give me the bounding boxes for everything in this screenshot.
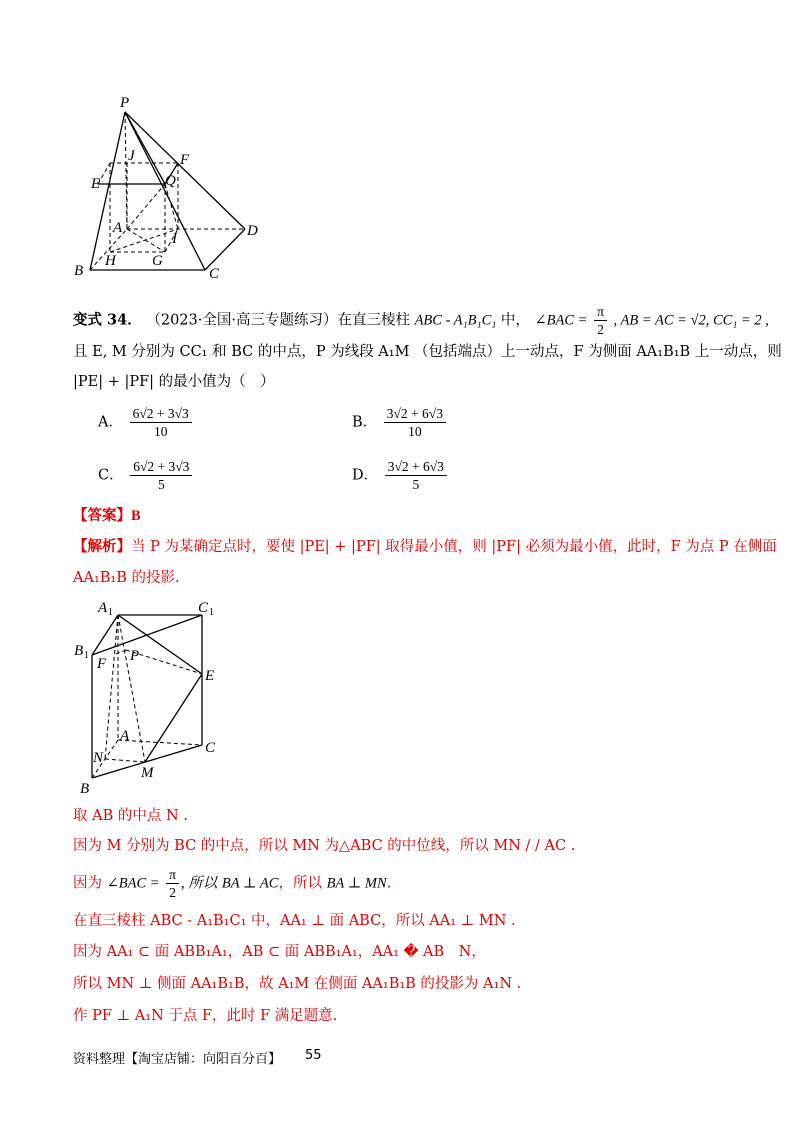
analysis-line-1 [73, 537, 777, 557]
problem-line-1 [73, 303, 769, 338]
problem-angle: ∠BAC = [534, 312, 588, 329]
solution-line-5: 因为 AA₁ ⊂ 面 ABB₁A₁，AB ⊂ 面 ABB₁A₁，AA₁ � AB N， [73, 944, 486, 960]
svg-text:1: 1 [84, 650, 89, 661]
label-C: C [209, 266, 220, 282]
analysis-text-1: 当 P 为某确定点时，要使 |PE| + |PF| 取得最小值，则 |PF| 必须为最小值，此时，F 为点 P 在侧面 [131, 539, 777, 555]
label-J: J [128, 148, 135, 164]
label-H: H [105, 253, 116, 269]
solution-line-3: 因为 ∠BAC = $\frac{\pi}{2}$ , 所以 BA ⊥ AC，所以 BA ⊥ MN. [73, 867, 392, 900]
label-G: G [152, 253, 163, 269]
label-F: F [180, 152, 190, 168]
answer-label: 【答案】 [73, 507, 131, 524]
option-d[interactable]: D． $\frac{3√2 + 6√3}{5}$ [352, 458, 449, 493]
label-C1: C [198, 600, 209, 616]
label-P: P [130, 648, 140, 664]
problem-zhong: 中， [500, 312, 530, 329]
pyramid-prism-figure [68, 88, 268, 283]
analysis-line-2: AA₁B₁B 的投影. [73, 570, 180, 586]
prism-figure [70, 595, 230, 800]
option-a[interactable]: A． $\frac{6√2 + 3√3}{10}$ [98, 405, 194, 440]
problem-line-3: |PE| + |PF| 的最小值为（ ） [73, 374, 275, 390]
problem-conditions: , AB = AC = √2, CC₁ = 2 , [613, 312, 769, 329]
answer-value: B [131, 508, 141, 524]
footer-text: 资料整理【淘宝店铺：向阳百分百】 [73, 1052, 282, 1067]
solution-line-2: 因为 M 分别为 BC 的中点，所以 MN 为△ABC 的中位线，所以 MN / / AC . [73, 838, 576, 854]
label-E: E [205, 668, 215, 684]
label-Q: Q [165, 173, 176, 189]
analysis-label: 【解析】 [73, 538, 131, 555]
label-A1: A [98, 600, 108, 616]
option-b[interactable]: B． $\frac{3√2 + 6√3}{10}$ [352, 405, 448, 440]
label-C: C [205, 740, 216, 756]
label-D: D [247, 223, 258, 239]
solution-line-4: 在直三棱柱 ABC - A₁B₁C₁ 中，AA₁ ⊥ 面 ABC，所以 AA₁ ⊥ MN . [73, 913, 516, 929]
label-E: E [91, 176, 101, 192]
svg-text:1: 1 [108, 607, 113, 618]
problem-source: （2023·全国·高三专题练习）在直三棱柱 [146, 312, 410, 329]
label-B1: B [74, 643, 84, 659]
label-P: P [120, 95, 130, 111]
label-N: N [93, 750, 104, 766]
label-A: A [120, 728, 130, 744]
label-B: B [74, 263, 84, 279]
label-A: A [113, 220, 123, 236]
problem-line-2: 且 E, M 分别为 CC₁ 和 BC 的中点，P 为线段 A₁M （包括端点）上一动点，F 为侧面 AA₁B₁B 上一动点，则 [73, 344, 782, 360]
option-c[interactable]: C． $\frac{6√2 + 3√3}{5}$ [98, 458, 194, 493]
solution-line-7: 作 PF ⊥ A₁N 于点 F，此时 F 满足题意. [73, 1008, 338, 1024]
problem-title: 变式 34． [73, 311, 142, 329]
problem-prism: ABC - A₁B₁C₁ [414, 312, 497, 329]
label-I: I [172, 231, 177, 247]
label-M: M [141, 765, 154, 781]
solution-line-1: 取 AB 的中点 N . [73, 808, 188, 824]
label-F: F [97, 656, 107, 672]
page-number: 55 [305, 1048, 322, 1063]
problem-angle-fraction: $\frac{\pi}{2}$ [594, 303, 607, 338]
solution-line-6: 所以 MN ⊥ 侧面 AA₁B₁B，故 A₁M 在侧面 AA₁B₁B 的投影为 A₁N . [73, 976, 522, 992]
svg-text:1: 1 [209, 607, 214, 618]
label-B: B [80, 781, 90, 797]
answer-line [73, 506, 141, 526]
